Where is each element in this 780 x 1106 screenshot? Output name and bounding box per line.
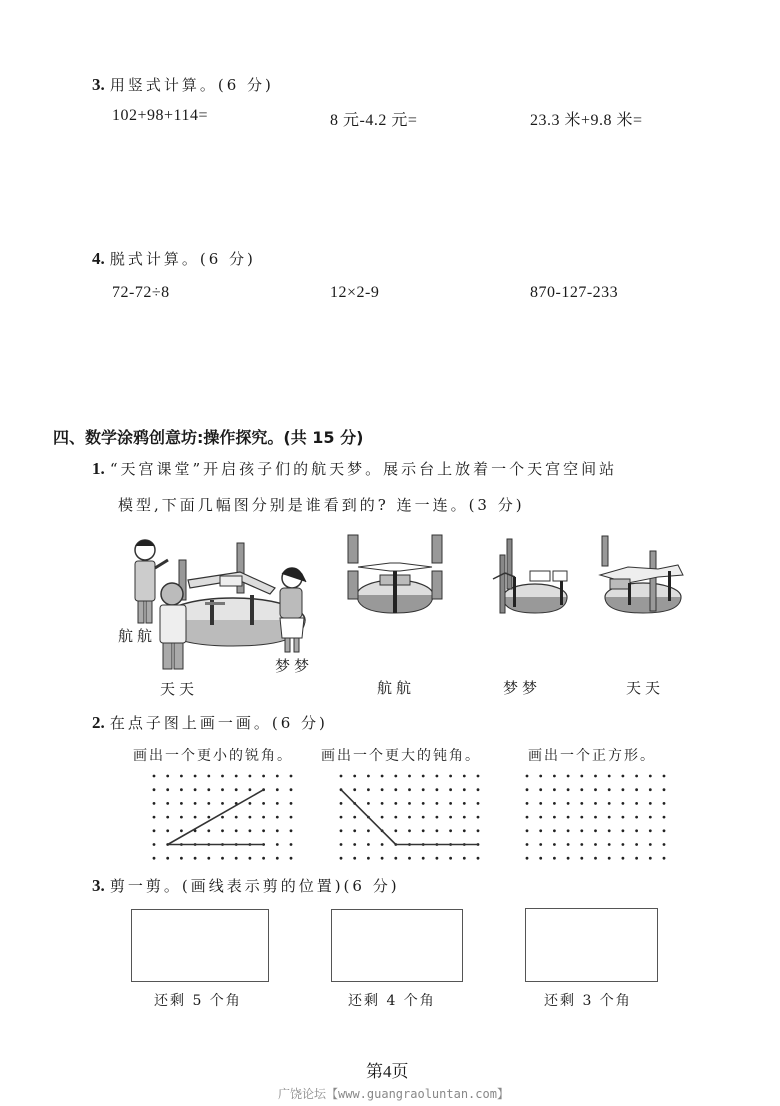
grid-dot[interactable] [649, 788, 652, 791]
grid-dot[interactable] [663, 829, 666, 832]
grid-dot[interactable] [235, 816, 238, 819]
cut-caption-2: 还剩 4 个角 [348, 993, 436, 1009]
grid-dot[interactable] [594, 843, 597, 846]
grid-dot[interactable] [449, 816, 452, 819]
scene-name-mengmeng: 梦梦 [275, 657, 314, 675]
grid-dot[interactable] [463, 829, 466, 832]
grid-dot[interactable] [635, 829, 638, 832]
q4-expr-3: 870-127-233 [530, 284, 619, 301]
grid-dot[interactable] [153, 816, 156, 819]
grid-dot[interactable] [249, 788, 252, 791]
grid-dot[interactable] [381, 816, 384, 819]
grid-dot[interactable] [539, 857, 542, 860]
grid-dot[interactable] [594, 802, 597, 805]
grid-dot[interactable] [567, 802, 570, 805]
grid-dot[interactable] [180, 775, 183, 778]
grid-dot[interactable] [340, 843, 343, 846]
q3-heading [92, 74, 274, 95]
grid-dot[interactable] [553, 788, 556, 791]
grid-dot[interactable] [622, 816, 625, 819]
q3-number: 3. [92, 75, 105, 94]
s4-q2-heading [92, 712, 328, 733]
grid-dot[interactable] [422, 816, 425, 819]
grid-dot[interactable] [635, 802, 638, 805]
q3-expr-2: 8 元-4.2 元= [330, 112, 418, 129]
grid-dot[interactable] [262, 829, 265, 832]
grid-dot[interactable] [594, 816, 597, 819]
grid-dot[interactable] [463, 816, 466, 819]
grid-dot[interactable] [449, 802, 452, 805]
grid-dot[interactable] [381, 843, 384, 846]
grid-dot[interactable] [539, 843, 542, 846]
grid-dot[interactable] [526, 775, 529, 778]
grid-dot[interactable] [580, 857, 583, 860]
grid-dot[interactable] [539, 802, 542, 805]
section-4-title: 四、数学涂鸦创意坊:操作探究。(共 15 分) [53, 428, 364, 447]
grid-dot[interactable] [394, 775, 397, 778]
grid-dot[interactable] [608, 775, 611, 778]
grid-dot[interactable] [463, 857, 466, 860]
grid-dot[interactable] [608, 829, 611, 832]
grid-dot[interactable] [408, 802, 411, 805]
grid-dot[interactable] [180, 857, 183, 860]
s4-q3-title: 剪一剪。(画线表示剪的位置)(6 分) [109, 877, 400, 895]
grid-dot[interactable] [649, 802, 652, 805]
watermark: 广饶论坛【www.guangraoluntan.com】 [278, 1087, 509, 1101]
grid-dot[interactable] [194, 788, 197, 791]
dot-grid-acute[interactable] [152, 774, 302, 864]
grid-dot[interactable] [539, 788, 542, 791]
grid-dot[interactable] [235, 829, 238, 832]
s4-q3-number: 3. [92, 876, 105, 895]
grid-dot[interactable] [408, 775, 411, 778]
grid-dot[interactable] [422, 788, 425, 791]
grid-dot[interactable] [608, 802, 611, 805]
grid-dot[interactable] [166, 802, 169, 805]
grid-dot[interactable] [276, 843, 279, 846]
grid-dot[interactable] [153, 788, 156, 791]
grid-dot[interactable] [594, 857, 597, 860]
s4-q2-title: 在点子图上画一画。(6 分) [109, 714, 328, 732]
grid-dot[interactable] [477, 816, 480, 819]
grid-dot[interactable] [290, 816, 293, 819]
grid-dot[interactable] [463, 775, 466, 778]
grid-dot[interactable] [166, 857, 169, 860]
grid-dot[interactable] [340, 816, 343, 819]
grid-dot[interactable] [194, 775, 197, 778]
grid-dot[interactable] [622, 775, 625, 778]
grid-dot[interactable] [340, 775, 343, 778]
grid-dot[interactable] [367, 775, 370, 778]
s4-q2-number: 2. [92, 713, 105, 732]
grid-dot[interactable] [153, 802, 156, 805]
grid-dot[interactable] [608, 857, 611, 860]
grid-dot[interactable] [580, 829, 583, 832]
grid-dot[interactable] [594, 788, 597, 791]
grid-dot[interactable] [408, 857, 411, 860]
grid-dot[interactable] [539, 775, 542, 778]
grid-dot[interactable] [567, 816, 570, 819]
grid-dot[interactable] [249, 775, 252, 778]
scene-name-hanghang: 航航 [118, 627, 157, 645]
q4-expr-1: 72-72÷8 [112, 284, 170, 301]
task-acute-angle: 画出一个更小的锐角。 [133, 748, 293, 764]
grid-dot[interactable] [153, 843, 156, 846]
grid-dot[interactable] [180, 802, 183, 805]
grid-dot[interactable] [649, 775, 652, 778]
grid-dot[interactable] [221, 857, 224, 860]
grid-dot[interactable] [663, 788, 666, 791]
grid-dot[interactable] [580, 788, 583, 791]
grid-dot[interactable] [290, 829, 293, 832]
grid-dot[interactable] [526, 802, 529, 805]
grid-dot[interactable] [580, 775, 583, 778]
grid-dot[interactable] [622, 788, 625, 791]
q4-expr-2: 12×2-9 [330, 284, 380, 301]
grid-dot[interactable] [381, 775, 384, 778]
grid-dot[interactable] [394, 788, 397, 791]
s4-q3-heading [92, 875, 400, 896]
grid-dot[interactable] [353, 843, 356, 846]
grid-dot[interactable] [381, 788, 384, 791]
grid-dot[interactable] [290, 843, 293, 846]
grid-dot[interactable] [340, 857, 343, 860]
grid-dot[interactable] [436, 775, 439, 778]
q3-expr-1: 102+98+114= [112, 107, 208, 124]
grid-dot[interactable] [367, 857, 370, 860]
grid-dot[interactable] [663, 857, 666, 860]
grid-dot[interactable] [235, 788, 238, 791]
grid-dot[interactable] [422, 857, 425, 860]
grid-dot[interactable] [553, 829, 556, 832]
station-view-front[interactable] [345, 533, 445, 613]
grid-dot[interactable] [276, 775, 279, 778]
grid-dot[interactable] [262, 857, 265, 860]
grid-dot[interactable] [276, 788, 279, 791]
cut-caption-1: 还剩 5 个角 [154, 993, 242, 1009]
grid-dot[interactable] [663, 843, 666, 846]
grid-dot[interactable] [635, 775, 638, 778]
grid-dot[interactable] [262, 816, 265, 819]
grid-dot[interactable] [353, 775, 356, 778]
s4-q1-number: 1. [92, 459, 105, 478]
task-obtuse-angle: 画出一个更大的钝角。 [321, 748, 481, 764]
grid-dot[interactable] [635, 788, 638, 791]
grid-dot[interactable] [221, 816, 224, 819]
grid-dot[interactable] [553, 802, 556, 805]
grid-dot[interactable] [207, 788, 210, 791]
grid-dot[interactable] [594, 775, 597, 778]
grid-dot[interactable] [477, 775, 480, 778]
grid-dot[interactable] [526, 829, 529, 832]
dot-grid-obtuse[interactable] [339, 774, 489, 864]
grid-dot[interactable] [180, 788, 183, 791]
grid-dot[interactable] [567, 775, 570, 778]
grid-dot[interactable] [477, 802, 480, 805]
view-label-3: 天天 [626, 679, 665, 697]
cut-rectangle-3[interactable] [525, 908, 658, 982]
station-view-side[interactable] [475, 533, 575, 613]
grid-dot[interactable] [436, 857, 439, 860]
grid-dot[interactable] [567, 788, 570, 791]
grid-dot[interactable] [580, 816, 583, 819]
q4-heading [92, 248, 256, 269]
grid-dot[interactable] [526, 857, 529, 860]
grid-dot[interactable] [276, 802, 279, 805]
grid-dot[interactable] [553, 843, 556, 846]
grid-dot[interactable] [276, 857, 279, 860]
grid-dot[interactable] [290, 775, 293, 778]
grid-dot[interactable] [166, 775, 169, 778]
grid-dot[interactable] [663, 802, 666, 805]
grid-dot[interactable] [663, 775, 666, 778]
grid-dot[interactable] [580, 843, 583, 846]
grid-dot[interactable] [567, 829, 570, 832]
grid-dot[interactable] [207, 775, 210, 778]
s4-q1-line1 [92, 458, 617, 479]
grid-dot[interactable] [635, 857, 638, 860]
grid-dot[interactable] [649, 857, 652, 860]
grid-dot[interactable] [207, 802, 210, 805]
grid-dot[interactable] [408, 829, 411, 832]
grid-dot[interactable] [608, 788, 611, 791]
grid-dot[interactable] [340, 802, 343, 805]
task-square: 画出一个正方形。 [528, 748, 656, 764]
grid-dot[interactable] [477, 788, 480, 791]
grid-dot[interactable] [477, 857, 480, 860]
grid-dot[interactable] [207, 816, 210, 819]
grid-dot[interactable] [276, 829, 279, 832]
grid-dot[interactable] [449, 829, 452, 832]
grid-dot[interactable] [567, 857, 570, 860]
cut-rectangle-2[interactable] [331, 909, 463, 982]
q4-title: 脱式计算。(6 分) [109, 250, 256, 268]
grid-dot[interactable] [353, 857, 356, 860]
grid-dot[interactable] [539, 816, 542, 819]
grid-dot[interactable] [367, 788, 370, 791]
grid-dot[interactable] [153, 829, 156, 832]
grid-dot[interactable] [394, 857, 397, 860]
grid-dot[interactable] [422, 829, 425, 832]
grid-dot[interactable] [353, 829, 356, 832]
angle-ray [341, 790, 396, 845]
grid-dot[interactable] [249, 857, 252, 860]
grid-dot[interactable] [553, 775, 556, 778]
grid-dot[interactable] [221, 829, 224, 832]
grid-dot[interactable] [276, 816, 279, 819]
grid-dot[interactable] [153, 857, 156, 860]
grid-dot[interactable] [422, 775, 425, 778]
dot-grid-square[interactable] [525, 774, 675, 864]
grid-dot[interactable] [449, 857, 452, 860]
grid-dot[interactable] [436, 788, 439, 791]
view-label-2: 梦梦 [503, 679, 542, 697]
grid-dot[interactable] [622, 843, 625, 846]
grid-dot[interactable] [449, 788, 452, 791]
grid-dot[interactable] [180, 816, 183, 819]
grid-dot[interactable] [235, 857, 238, 860]
grid-dot[interactable] [249, 816, 252, 819]
grid-dot[interactable] [166, 829, 169, 832]
cut-rectangle-1[interactable] [131, 909, 269, 982]
grid-dot[interactable] [553, 816, 556, 819]
grid-dot[interactable] [394, 829, 397, 832]
q3-title: 用竖式计算。(6 分) [109, 76, 274, 94]
grid-dot[interactable] [649, 843, 652, 846]
grid-dot[interactable] [235, 775, 238, 778]
station-view-angled[interactable] [598, 533, 698, 613]
grid-dot[interactable] [353, 816, 356, 819]
grid-dot[interactable] [567, 843, 570, 846]
grid-dot[interactable] [422, 802, 425, 805]
grid-dot[interactable] [526, 788, 529, 791]
grid-dot[interactable] [367, 829, 370, 832]
grid-dot[interactable] [166, 788, 169, 791]
grid-dot[interactable] [526, 843, 529, 846]
grid-dot[interactable] [153, 775, 156, 778]
grid-dot[interactable] [553, 857, 556, 860]
grid-dot[interactable] [394, 802, 397, 805]
grid-dot[interactable] [340, 829, 343, 832]
grid-dot[interactable] [394, 816, 397, 819]
grid-dot[interactable] [436, 829, 439, 832]
grid-dot[interactable] [207, 829, 210, 832]
grid-dot[interactable] [663, 816, 666, 819]
grid-dot[interactable] [290, 788, 293, 791]
grid-dot[interactable] [608, 816, 611, 819]
grid-dot[interactable] [221, 802, 224, 805]
grid-dot[interactable] [221, 775, 224, 778]
grid-dot[interactable] [221, 788, 224, 791]
grid-dot[interactable] [539, 829, 542, 832]
q4-number: 4. [92, 249, 105, 268]
grid-dot[interactable] [635, 843, 638, 846]
grid-dot[interactable] [180, 829, 183, 832]
scene-name-tiantian: 天天 [160, 680, 199, 698]
grid-dot[interactable] [463, 788, 466, 791]
grid-dot[interactable] [207, 857, 210, 860]
s4-q1-text-2: 模型,下面几幅图分别是谁看到的? 连一连。(3 分) [118, 496, 525, 514]
grid-dot[interactable] [194, 802, 197, 805]
grid-dot[interactable] [622, 857, 625, 860]
q3-expr-3: 23.3 米+9.8 米= [530, 112, 643, 129]
grid-dot[interactable] [262, 802, 265, 805]
grid-dot[interactable] [408, 788, 411, 791]
grid-dot[interactable] [622, 802, 625, 805]
grid-dot[interactable] [608, 843, 611, 846]
grid-dot[interactable] [649, 829, 652, 832]
grid-dot[interactable] [526, 816, 529, 819]
grid-dot[interactable] [408, 816, 411, 819]
page-number: 第4页 [366, 1062, 409, 1081]
grid-dot[interactable] [635, 816, 638, 819]
grid-dot[interactable] [580, 802, 583, 805]
s4-q1-text-1: “天宫课堂”开启孩子们的航天梦。展示台上放着一个天宫空间站 [109, 460, 618, 478]
grid-dot[interactable] [381, 802, 384, 805]
grid-dot[interactable] [594, 829, 597, 832]
grid-dot[interactable] [463, 802, 466, 805]
grid-dot[interactable] [367, 802, 370, 805]
grid-dot[interactable] [436, 802, 439, 805]
grid-dot[interactable] [436, 816, 439, 819]
view-label-1: 航航 [377, 679, 416, 697]
grid-dot[interactable] [249, 829, 252, 832]
cut-caption-3: 还剩 3 个角 [544, 993, 632, 1009]
grid-dot[interactable] [290, 802, 293, 805]
grid-dot[interactable] [622, 829, 625, 832]
grid-dot[interactable] [449, 775, 452, 778]
grid-dot[interactable] [367, 843, 370, 846]
grid-dot[interactable] [166, 816, 169, 819]
grid-dot[interactable] [649, 816, 652, 819]
grid-dot[interactable] [353, 788, 356, 791]
grid-dot[interactable] [194, 857, 197, 860]
grid-dot[interactable] [194, 816, 197, 819]
grid-dot[interactable] [290, 857, 293, 860]
grid-dot[interactable] [249, 802, 252, 805]
grid-dot[interactable] [381, 857, 384, 860]
grid-dot[interactable] [477, 829, 480, 832]
grid-dot[interactable] [262, 775, 265, 778]
